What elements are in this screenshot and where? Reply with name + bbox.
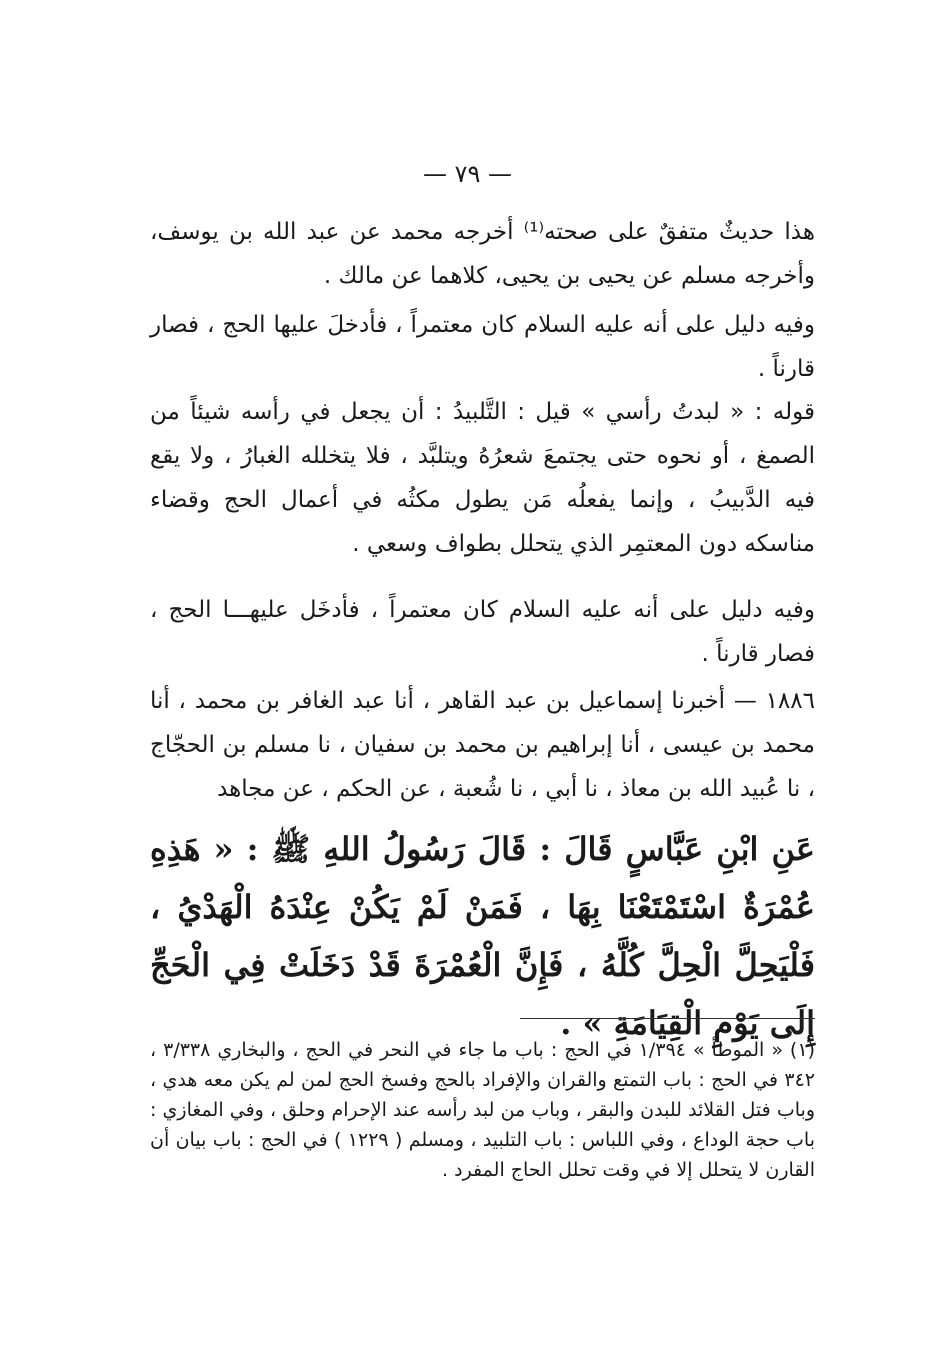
paragraph-hadith-authentication: هذا حديثٌ متفقٌ على صحته⁽¹⁾ أخرجه محمد عن عبد الله بن يوسف، وأخرجه مسلم عن يحيى بن يحيى، كلاهما عن مالك . (150, 219, 815, 289)
hadith-text: عَنِ ابْنِ عَبَّاسٍ قَالَ : قَالَ رَسُولُ اللهِ ﷺ : « هَذِهِ عُمْرَةٌ اسْتَمْتَعْنَا بِهَا ، فَمَنْ لَمْ يَكُنْ عِنْدَهُ الْهَدْيُ ، فَلْيَحِلَّ الْحِلَّ كُلَّهُ ، فَإِنَّ الْعُمْرَةَ قَدْ دَخَلَتْ فِي الْحَجِّ إِلَى يَوْمِ الْقِيَامَةِ » . (150, 830, 815, 1042)
paragraph-qiran-note-repeat: وفيه دليل على أنه عليه السلام كان معتمراً ، فأدخَل عليهـــا الحج ، فصار قارناً . (150, 597, 815, 667)
paragraph-qiran-note: وفيه دليل على أنه عليه السلام كان معتمراً ، فأدخلَ عليها الحج ، فصار قارناً . (150, 312, 815, 382)
footnote-divider (520, 1018, 815, 1019)
page-number: — ٧٩ — (422, 160, 513, 188)
paragraph-talbid-definition: قوله : « لبدتُ رأسي » قيل : التَّلبيدُ : أن يجعل في رأسه شيئاً من الصمغ ، أو نحوه حتى يجتمعَ شعرُهُ ويتلبَّد ، فلا يتخلله الغبارُ ، ولا يقع فيه الدَّبيبُ ، وإنما يفعلُه مَن يطول مكثُه في أعمال الحج وقضاء مناسكه دون المعتمِر الذي يتحلل بطواف وسعي . (150, 399, 815, 557)
paragraph-isnad-1886: ١٨٨٦ — أخبرنا إسماعيل بن عبد القاهر ، أنا عبد الغافر بن محمد ، أنا محمد بن عيسى ، أنا إبراهيم بن محمد بن سفيان ، نا مسلم بن الحجّاج ، نا عُبيد الله بن معاذ ، نا أبي ، نا شُعبة ، عن الحكم ، عن مجاهد (150, 688, 815, 802)
footnote: (١) « الموطأ » ١/٣٩٤ في الحج : باب ما جاء في النحر في الحج ، والبخاري ٣/٣٣٨ ، ٣٤٢ في الحج : باب التمتع والقران والإفراد بالحج وفسخ الحج لمن لم يكن معه هدي ، وباب فتل القلائد للبدن والبقر ، وباب من لبد رأسه عند الإحرام وحلق ، وفي المغازي : باب حجة الوداع ، وفي اللباس : باب التلبيد ، ومسلم ( ١٢٢٩ ) في الحج : باب بيان أن القارن لا يتحلل إلا في وقت تحلل الحاج المفرد . (150, 1039, 815, 1181)
